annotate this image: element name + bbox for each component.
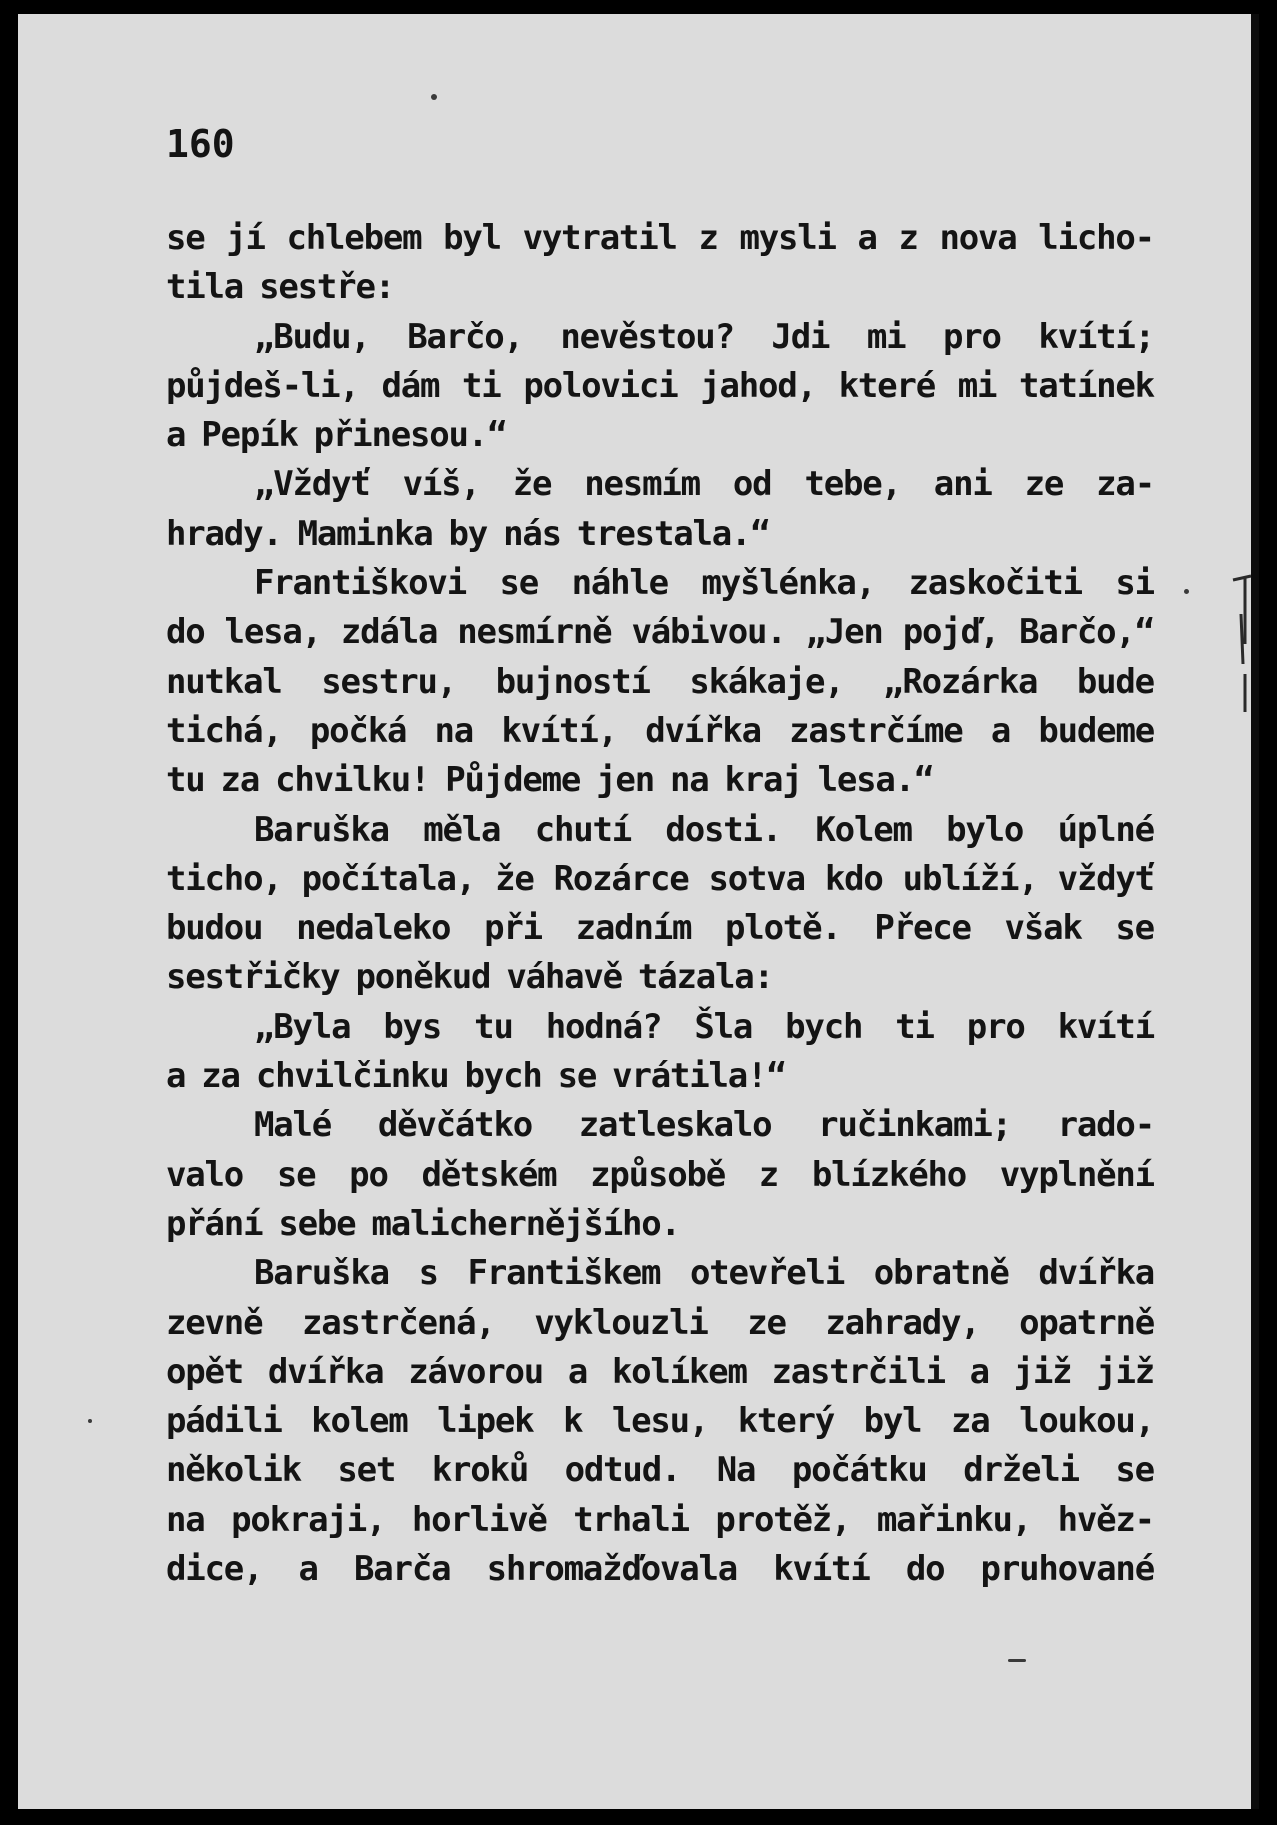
text-line: tila sestře:	[166, 267, 394, 308]
text-line: se jí chlebem byl vytratil z mysli a z nova licho-	[166, 218, 1154, 258]
text-line: dice, a Barča shromažďovala kvítí do pruhované	[166, 1549, 1154, 1590]
text-line: budou nedaleko při zadním plotě. Přece však se	[166, 908, 1154, 949]
text-line: „Vždyť víš, že nesmím od tebe, ani ze za-	[254, 464, 1154, 505]
dust-speck	[1184, 589, 1189, 594]
page-number: 160	[166, 122, 235, 166]
text-line: několik set kroků odtud. Na počátku drželi se	[166, 1450, 1154, 1491]
text-line: nutkal sestru, bujností skákaje, „Rozárka bude	[166, 661, 1154, 702]
text-line: zevně zastrčená, vyklouzli ze zahrady, opatrně	[166, 1302, 1154, 1343]
text-line: valo se po dětském způsobě z blízkého vyplnění	[166, 1154, 1154, 1195]
text-line: hrady. Maminka by nás trestala.“	[166, 513, 770, 554]
text-line: ticho, počítala, že Rozárce sotva kdo ublíží, vždyť	[166, 858, 1154, 899]
dust-speck	[88, 1419, 92, 1423]
dust-speck	[1008, 1659, 1026, 1662]
text-line: Malé děvčátko zatleskalo ručinkami; rado-	[254, 1105, 1154, 1146]
body-text	[166, 214, 1154, 1594]
dust-speck	[431, 94, 437, 100]
text-line: „Budu, Barčo, nevěstou? Jdi mi pro kvítí;	[254, 316, 1154, 357]
text-line: Baruška s Františkem otevřeli obratně dvířka	[254, 1253, 1154, 1294]
book-page	[18, 14, 1259, 1809]
text-line: Františkovi se náhle myšlénka, zaskočiti si	[254, 563, 1154, 604]
text-line: půjdeš-li, dám ti polovici jahod, které mi tatínek	[166, 365, 1154, 406]
text-line: a za chvilčinku bych se vrátila!“	[166, 1056, 786, 1097]
text-line: „Byla bys tu hodná? Šla bych ti pro kvítí	[254, 1006, 1154, 1047]
page-edge-shadow	[1251, 14, 1259, 1809]
margin-artifact	[1231, 574, 1253, 714]
text-line: a Pepík přinesou.“	[166, 415, 507, 456]
text-line: tichá, počká na kvítí, dvířka zastrčíme a budeme	[166, 710, 1154, 751]
text-line: přání sebe malichernějšího.	[166, 1203, 680, 1244]
text-line: pádili kolem lipek k lesu, který byl za loukou,	[166, 1401, 1154, 1442]
text-line: na pokraji, horlivě trhali protěž, mařinku, hvěz-	[166, 1499, 1154, 1540]
text-line: do lesa, zdála nesmírně vábivou. „Jen pojď, Barčo,“	[166, 612, 1154, 653]
text-line: tu za chvilku! Půjdeme jen na kraj lesa.“	[166, 760, 934, 801]
text-line: Baruška měla chutí dosti. Kolem bylo úplné	[254, 809, 1154, 850]
text-line: opět dvířka závorou a kolíkem zastrčili a již již	[166, 1351, 1154, 1392]
text-line: sestřičky poněkud váhavě tázala:	[166, 957, 773, 998]
